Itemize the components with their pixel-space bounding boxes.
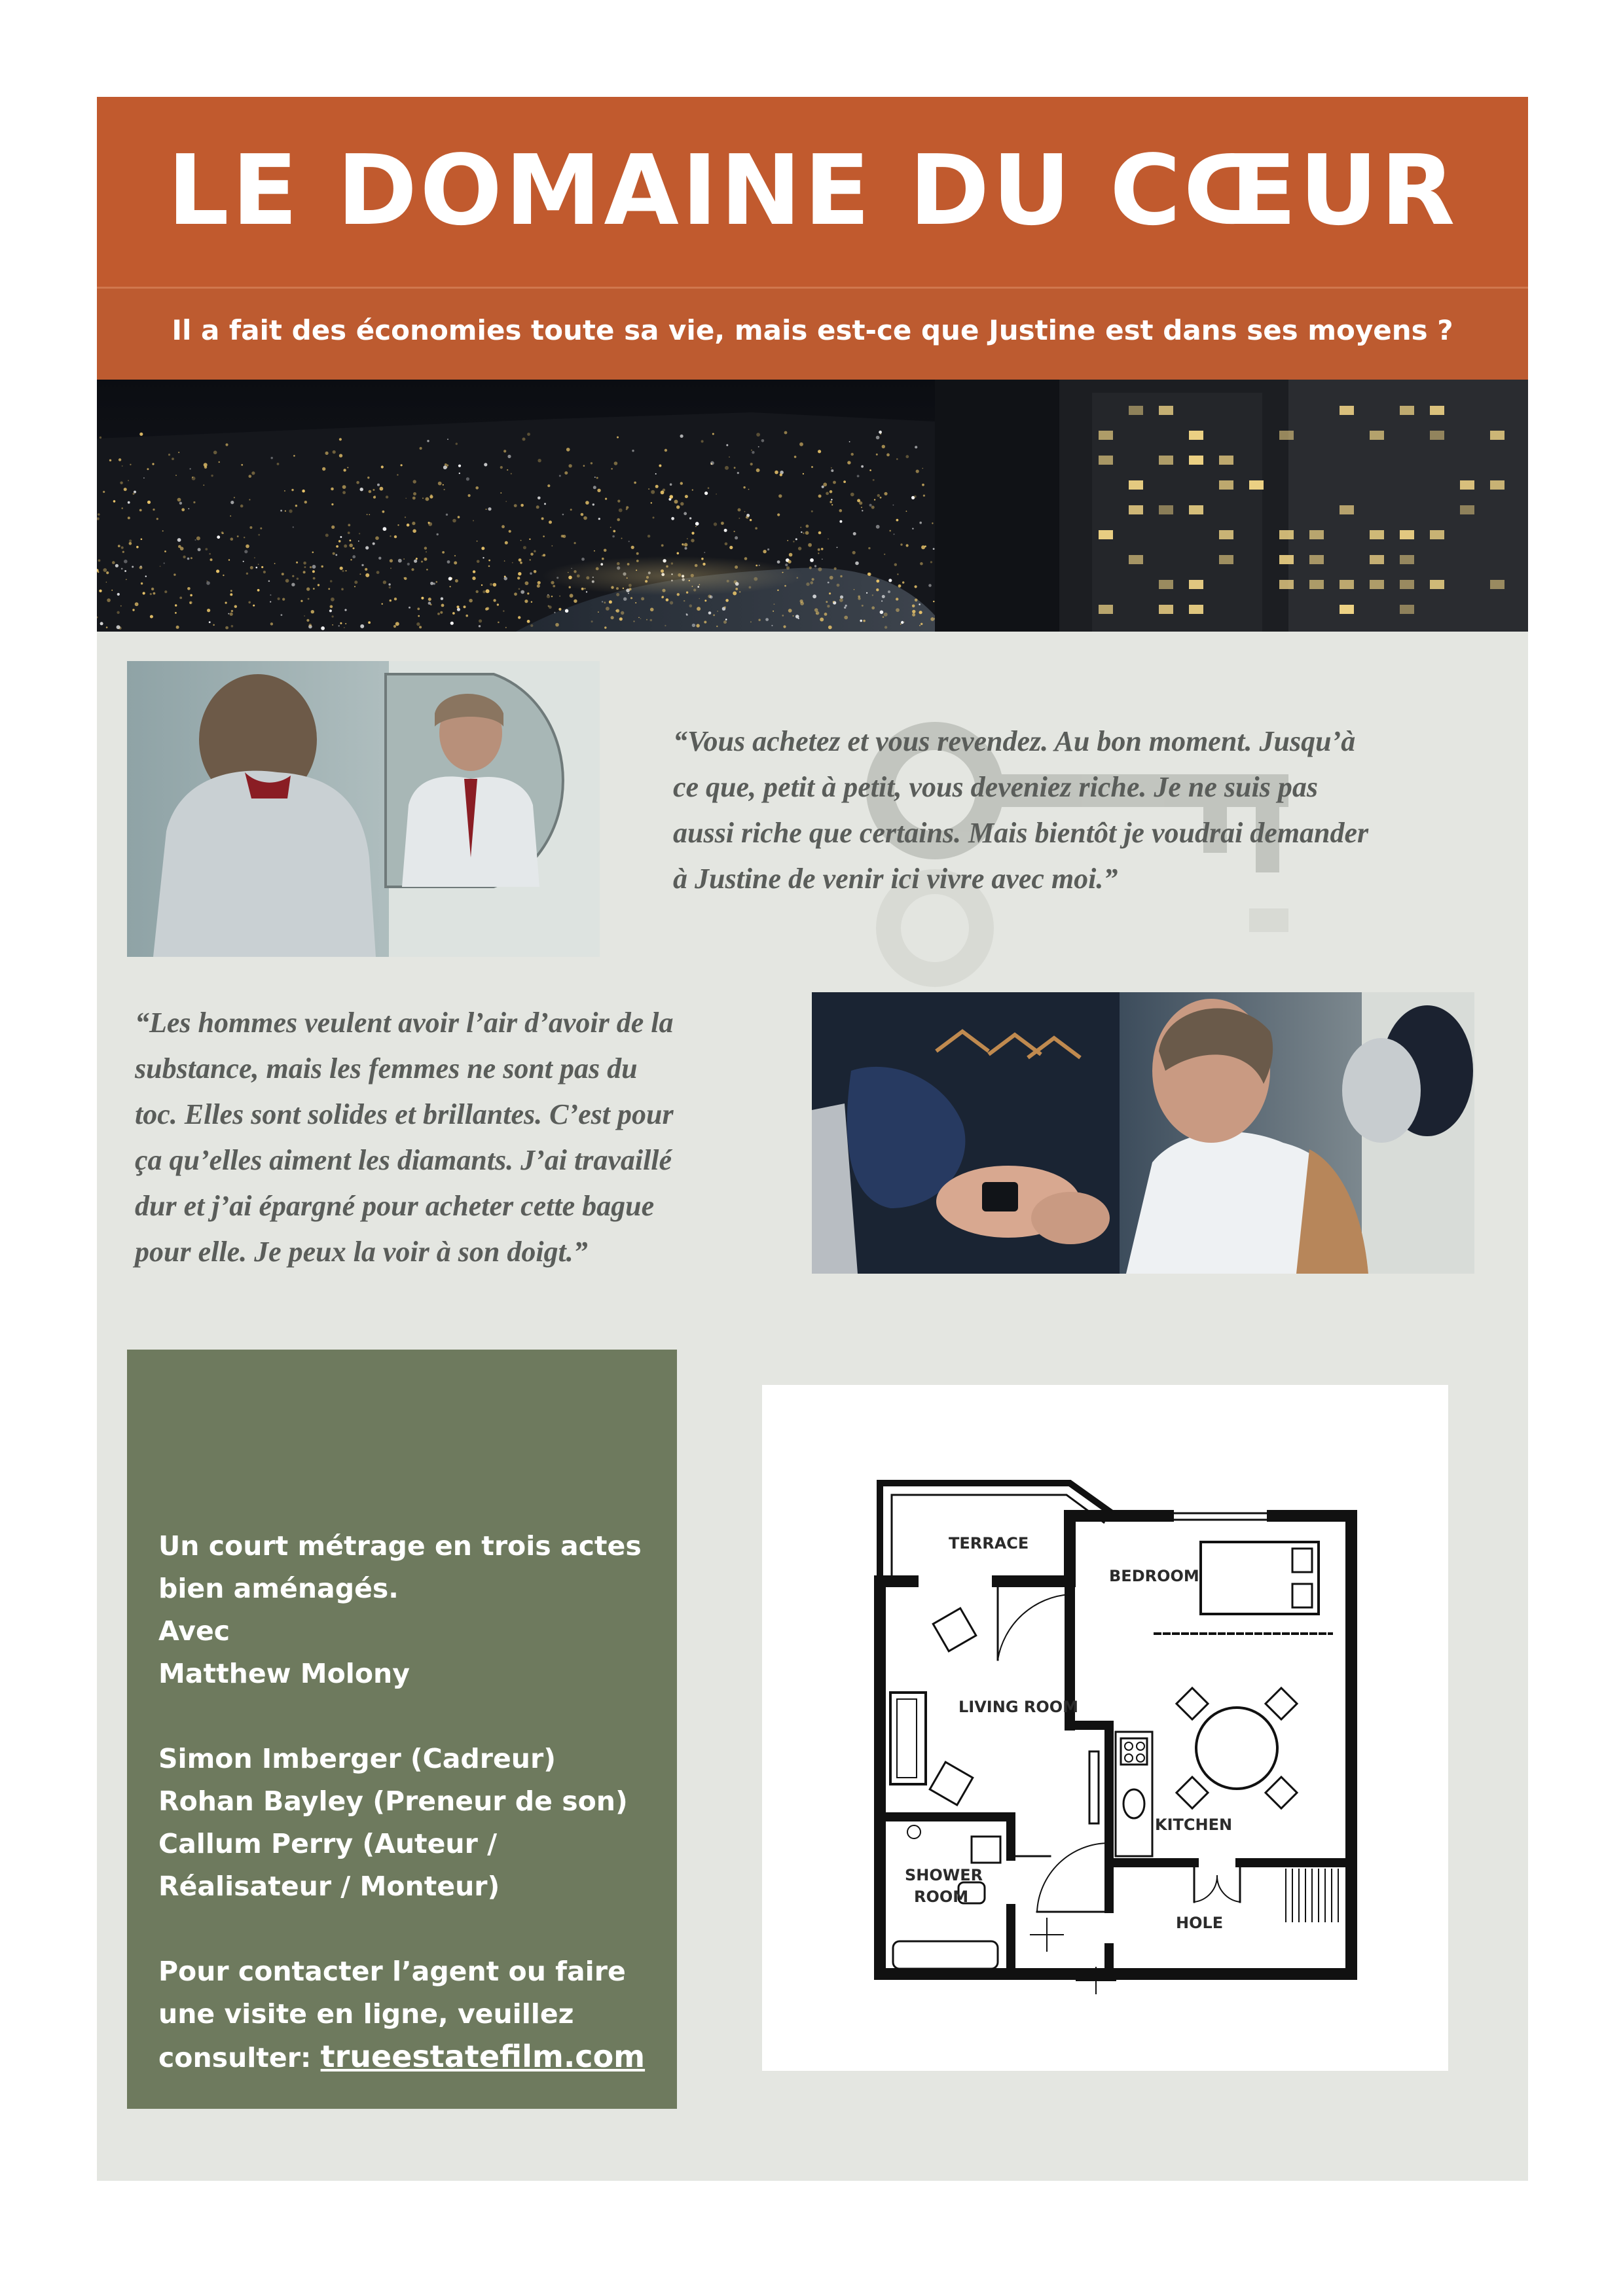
quote-two-line: ça qu’elles aiment les diamants. J’ai travaillé bbox=[135, 1144, 672, 1176]
city-night-photo bbox=[97, 380, 1528, 632]
floorplan-panel bbox=[762, 1385, 1448, 2071]
credits-line: une visite en ligne, veuillez bbox=[158, 1998, 574, 2030]
credits-line bbox=[158, 2036, 669, 2079]
city-night-image bbox=[97, 380, 1528, 632]
quote-two-line: “Les hommes veulent avoir l’air d’avoir de la bbox=[135, 1007, 674, 1039]
credits-line: Callum Perry (Auteur / bbox=[158, 1828, 498, 1859]
ring-scene-photo bbox=[812, 992, 1474, 1274]
quote-one bbox=[673, 719, 1518, 902]
credits-line: Avec bbox=[158, 1615, 230, 1647]
label-bedroom: BEDROOM bbox=[1109, 1567, 1199, 1585]
ring-scene-image bbox=[812, 992, 1474, 1274]
quote-two bbox=[135, 1000, 842, 1275]
label-terrace: TERRACE bbox=[949, 1534, 1029, 1552]
label-kitchen: KITCHEN bbox=[1155, 1816, 1233, 1834]
credits-line: Simon Imberger (Cadreur) bbox=[158, 1743, 556, 1774]
credits-line: Pour contacter l’agent ou faire bbox=[158, 1956, 626, 1987]
credits-line: Rohan Bayley (Preneur de son) bbox=[158, 1785, 628, 1817]
credits-line: Matthew Molony bbox=[158, 1658, 410, 1689]
quote-two-line: toc. Elles sont solides et brillantes. C’est pour bbox=[135, 1098, 674, 1130]
poster-title: LE DOMAINE DU CŒUR bbox=[167, 134, 1458, 247]
credits-line: Réalisateur / Monteur) bbox=[158, 1871, 500, 1902]
label-hole: HOLE bbox=[1176, 1914, 1224, 1932]
quote-two-line: pour elle. Je peux la voir à son doigt.” bbox=[135, 1236, 588, 1268]
floorplan-drawing bbox=[762, 1385, 1448, 2071]
quote-one-line: à Justine de venir ici vivre avec moi.” bbox=[673, 863, 1118, 895]
credits-line: Un court métrage en trois actes bbox=[158, 1530, 642, 1562]
quote-two-line: dur et j’ai épargné pour acheter cette bague bbox=[135, 1190, 655, 1222]
contact-prefix: consulter: bbox=[158, 2042, 321, 2073]
label-room: ROOM bbox=[914, 1888, 969, 1906]
credits-panel bbox=[127, 1350, 677, 2109]
quote-one-line: ce que, petit à petit, vous deveniez riche. Je ne suis pas bbox=[673, 771, 1318, 803]
quote-one-line: “Vous achetez et vous revendez. Au bon moment. Jusqu’à bbox=[673, 725, 1356, 757]
website-link[interactable]: trueestatefilm.com bbox=[320, 2039, 646, 2074]
mirror-scene-image bbox=[127, 661, 600, 957]
credits-text bbox=[158, 1525, 669, 2079]
label-shower: SHOWER bbox=[905, 1866, 983, 1884]
poster bbox=[97, 97, 1528, 2181]
label-living-room: LIVING ROOM bbox=[958, 1698, 1079, 1716]
quote-one-line: aussi riche que certains. Mais bientôt je voudrai demander bbox=[673, 817, 1369, 849]
tagline-banner bbox=[97, 287, 1528, 382]
title-banner bbox=[97, 97, 1528, 287]
mirror-scene-photo bbox=[127, 661, 600, 957]
quote-two-line: substance, mais les femmes ne sont pas du bbox=[135, 1052, 638, 1085]
poster-tagline: Il a fait des économies toute sa vie, mais est-ce que Justine est dans ses moyens ? bbox=[172, 314, 1453, 346]
credits-line: bien aménagés. bbox=[158, 1573, 399, 1604]
